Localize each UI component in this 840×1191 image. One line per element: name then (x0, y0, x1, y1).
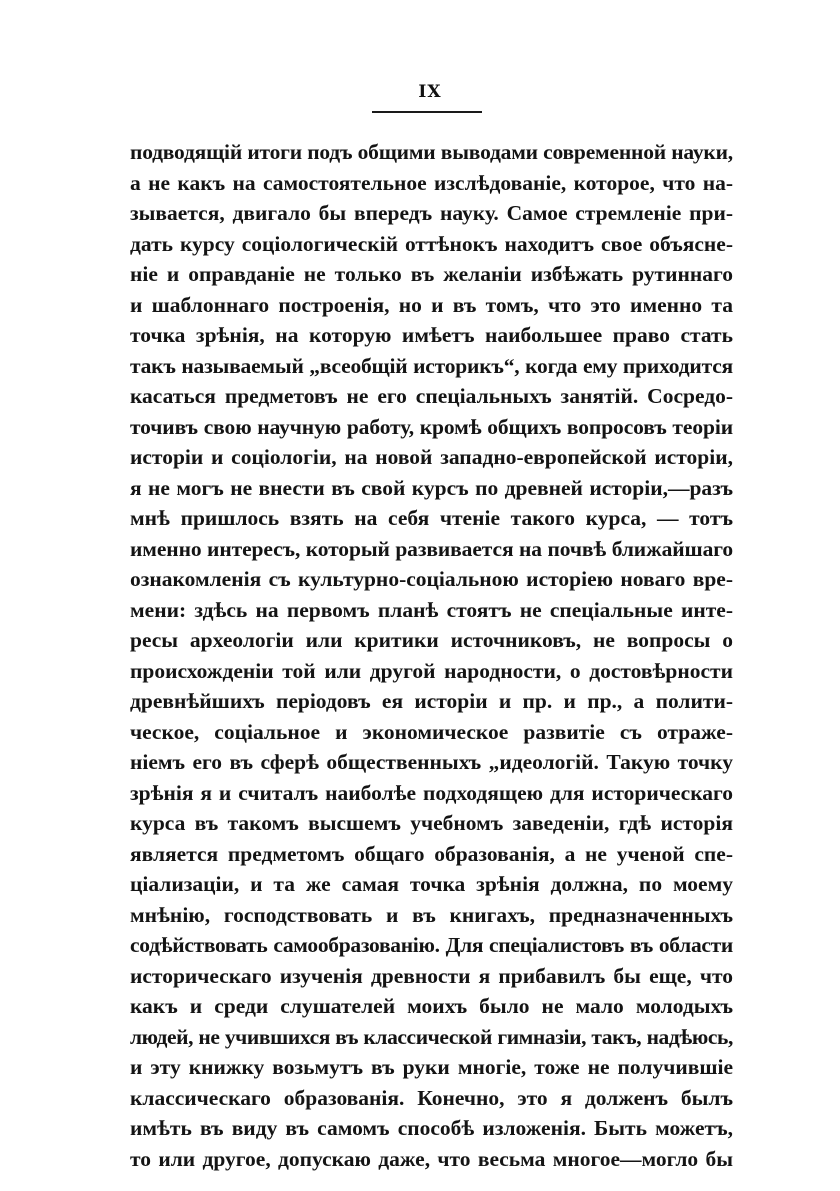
text-line: ціализаціи, и та же самая точка зрѣнія должна, по моему (130, 872, 733, 896)
body-text (130, 137, 733, 1174)
text-line: такъ называемый „всеобщій историкъ“, когда ему приходится (130, 353, 733, 378)
text-line: происхожденіи той или другой народности, о достовѣрности (130, 658, 733, 683)
text-line: ніемъ его въ сферѣ общественныхъ „идеологій. Такую точку (130, 750, 733, 774)
text-line: и шаблоннаго построенія, но и въ томъ, что это именно та (130, 292, 733, 317)
text-line: я не могъ не внести въ свой курсъ по древней исторіи,—разъ (130, 475, 733, 500)
text-line: мени: здѣсь на первомъ планѣ стоятъ не спеціальные инте- (130, 597, 733, 622)
text-line: зрѣнія я и считалъ наиболѣе подходящею для историческаго (130, 780, 733, 805)
text-line: точивъ свою научную работу, кромѣ общихъ вопросовъ теоріи (130, 414, 733, 439)
text-line: является предметомъ общаго образованія, а не ученой спе- (130, 841, 733, 866)
text-line: ознакомленія съ культурно-соціальною исторіею новаго вре- (130, 567, 733, 591)
text-line: ресы археологіи или критики источниковъ, не вопросы о (130, 628, 733, 652)
text-line: исторіи и соціологіи, на новой западно-европейской исторіи, (130, 445, 733, 469)
text-line: историческаго изученія древности я прибавилъ бы еще, что (130, 963, 733, 988)
text-line: ческое, соціальное и экономическое развитіе съ отраже- (130, 719, 733, 744)
text-line: именно интересъ, который развивается на почвѣ ближайшаго (130, 536, 733, 561)
text-line: какъ и среди слушателей моихъ было не мало молодыхъ (130, 994, 733, 1018)
text-line: мнѣ пришлось взять на себя чтеніе такого курса, — тотъ (130, 506, 733, 530)
text-line: дать курсу соціологическій оттѣнокъ находитъ свое объясне- (130, 231, 733, 256)
text-line: классическаго образованія. Конечно, это я долженъ былъ (130, 1085, 733, 1110)
text-line: ніе и оправданіе не только въ желаніи избѣжать рутиннаго (130, 262, 733, 286)
text-line: подводящій итоги подъ общими выводами современной науки, (130, 140, 733, 164)
text-line: зывается, двигало бы впередъ науку. Самое стремленіе при- (130, 201, 733, 225)
text-line: касаться предметовъ не его спеціальныхъ занятій. Сосредо- (130, 384, 733, 408)
text-line: курса въ такомъ высшемъ учебномъ заведеніи, гдѣ исторія (130, 811, 733, 835)
text-line: и эту книжку возьмутъ въ руки многіе, тоже не получившіе (130, 1055, 733, 1079)
text-line: мнѣнію, господствовать и въ книгахъ, предназначенныхъ (130, 902, 733, 927)
page-number: IX (418, 82, 442, 102)
text-line: древнѣйшихъ періодовъ ея исторіи и пр. и пр., а полити- (130, 689, 733, 713)
text-line: людей, не учившихся въ классической гимназіи, такъ, надѣюсь, (130, 1024, 733, 1049)
text-line: имѣть въ виду въ самомъ способѣ изложенія. Быть можетъ, (130, 1116, 733, 1140)
text-line: а не какъ на самостоятельное изслѣдованіе, которое, что на- (130, 170, 733, 195)
text-line: то или другое, допускаю даже, что весьма многое—могло бы (130, 1146, 733, 1171)
text-line: содѣйствовать самообразованію. Для спеціалистовъ въ области (130, 933, 733, 957)
header-rule (372, 111, 482, 113)
text-line: точка зрѣнія, на которую имѣетъ наибольшее право стать (130, 323, 733, 347)
